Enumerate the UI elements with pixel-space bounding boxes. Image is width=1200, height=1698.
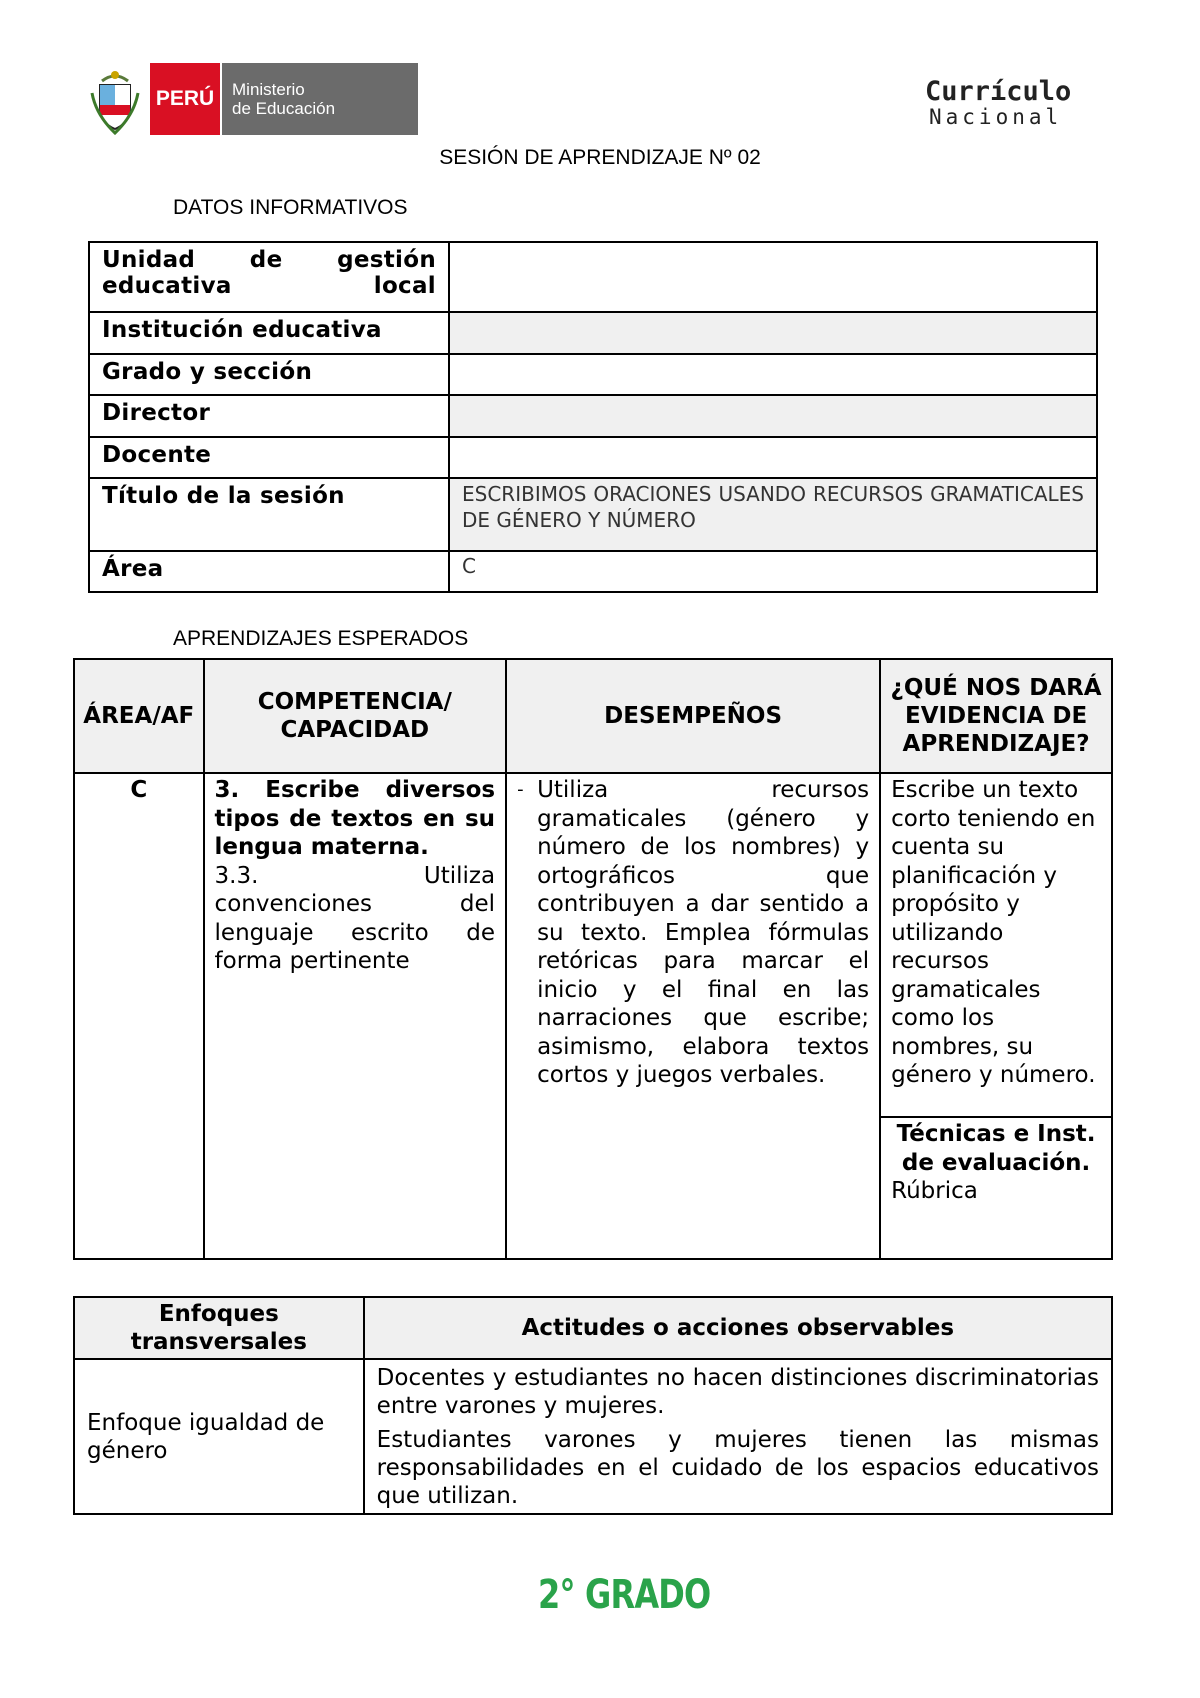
ministerio-label bbox=[222, 63, 418, 135]
table-row bbox=[74, 1359, 1112, 1514]
grado-badge: 2° GRADO bbox=[538, 1572, 711, 1618]
area-label: Área bbox=[89, 551, 449, 592]
header-actitudes: Actitudes o acciones observables bbox=[364, 1297, 1112, 1359]
capacidad-text: 3.3. Utiliza convenciones del lenguaje escrito de forma pertinente bbox=[214, 862, 496, 974]
tecnicas-label: Técnicas e Inst. de evaluación. bbox=[896, 1121, 1096, 1176]
evidencia-cell: Escribe un texto corto teniendo en cuenta su planificación y propósito y utilizando recursos gramaticales como los nombres, su género y número. bbox=[880, 773, 1112, 1117]
curriculo-line2: Nacional bbox=[929, 105, 1063, 129]
institucion-value bbox=[449, 312, 1097, 354]
director-value bbox=[449, 395, 1097, 437]
aprendizajes-section-label: APRENDIZAJES ESPERADOS bbox=[173, 627, 469, 650]
grado-label: Grado y sección bbox=[89, 354, 449, 395]
enfoque-cell: Enfoque igualdad de género bbox=[74, 1359, 364, 1514]
minedu-logo bbox=[88, 63, 418, 135]
header-evidencia: ¿QUÉ NOS DARÁ EVIDENCIA DE APRENDIZAJE? bbox=[880, 659, 1112, 773]
table-header-row bbox=[74, 659, 1112, 773]
tecnicas-cell bbox=[880, 1117, 1112, 1259]
header-enfoques: Enfoques transversales bbox=[74, 1297, 364, 1359]
header-area: ÁREA/AF bbox=[74, 659, 204, 773]
tecnicas-value: Rúbrica bbox=[891, 1178, 978, 1204]
header-competencia: COMPETENCIA/ CAPACIDAD bbox=[204, 659, 507, 773]
ministerio-line1: Ministerio bbox=[232, 80, 305, 99]
desempeno-bullet: - bbox=[517, 779, 524, 800]
table-row bbox=[89, 312, 1097, 354]
table-header-row bbox=[74, 1297, 1112, 1359]
ugel-value bbox=[449, 242, 1097, 312]
desempeno-cell bbox=[506, 773, 880, 1259]
area-cell: C bbox=[74, 773, 204, 1259]
ministerio-line2: de Educación bbox=[232, 99, 336, 118]
desempeno-text: Utiliza recursos gramaticales (género y número de los nombres) y ortográficos que contribuyen a dar sentido a su texto. Emplea fórmulas retóricas para marcar el inicio y el final en las narraciones que escribe; asimismo, elabora textos cortos y juegos verbales. bbox=[537, 777, 870, 1088]
page-title: SESIÓN DE APRENDIZAJE Nº 02 bbox=[439, 146, 761, 169]
accion-1: Docentes y estudiantes no hacen distinciones discriminatorias entre varones y mujeres. bbox=[376, 1364, 1099, 1419]
table-row bbox=[89, 242, 1097, 312]
enfoques-table bbox=[73, 1296, 1113, 1515]
docente-value bbox=[449, 437, 1097, 478]
table-row bbox=[89, 354, 1097, 395]
competencia-cell bbox=[204, 773, 507, 1259]
ugel-label: Unidad de gestión educativa local bbox=[89, 242, 449, 312]
docente-label: Docente bbox=[89, 437, 449, 478]
titulo-value: ESCRIBIMOS ORACIONES USANDO RECURSOS GRAMATICALES DE GÉNERO Y NÚMERO bbox=[449, 478, 1097, 551]
curriculo-nacional-logo bbox=[925, 78, 1071, 128]
aprendizajes-table bbox=[73, 658, 1113, 1260]
grado-value bbox=[449, 354, 1097, 395]
datos-section-label: DATOS INFORMATIVOS bbox=[173, 196, 408, 219]
header-desempenos: DESEMPEÑOS bbox=[506, 659, 880, 773]
acciones-cell bbox=[364, 1359, 1112, 1514]
institucion-label: Institución educativa bbox=[89, 312, 449, 354]
director-label: Director bbox=[89, 395, 449, 437]
table-row bbox=[89, 395, 1097, 437]
table-row bbox=[89, 437, 1097, 478]
datos-informativos-table bbox=[88, 241, 1098, 593]
peru-coat-of-arms-icon bbox=[88, 63, 142, 135]
table-row bbox=[89, 478, 1097, 551]
table-row bbox=[89, 551, 1097, 592]
table-row bbox=[74, 773, 1112, 1117]
accion-2: Estudiantes varones y mujeres tienen las mismas responsabilidades en el cuidado de los espacios educativos que utilizan. bbox=[376, 1426, 1099, 1509]
curriculo-line1: Currículo bbox=[925, 76, 1072, 107]
peru-label: PERÚ bbox=[150, 63, 220, 135]
competencia-text: 3. Escribe diversos tipos de textos en su lengua materna. bbox=[214, 777, 496, 860]
area-value: C bbox=[449, 551, 1097, 592]
titulo-label: Título de la sesión bbox=[89, 478, 449, 551]
